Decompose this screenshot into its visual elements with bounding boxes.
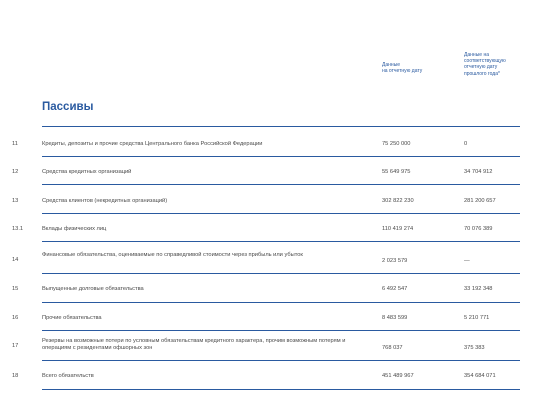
row-label: Выпущенные долговые обязательства: [42, 286, 144, 292]
row-label: Средства кредитных организаций: [42, 169, 132, 175]
row-value-current: 451 489 967: [382, 373, 414, 379]
row-value-prior: 375 383: [464, 345, 485, 351]
row-value-current: 2 023 579: [382, 258, 408, 264]
row-divider: [42, 273, 520, 274]
row-number: 13.1: [12, 226, 24, 232]
row-divider: [42, 302, 520, 303]
column-header-current-date: Данные на отчетную дату: [382, 62, 423, 75]
row-label: Всего обязательств: [42, 373, 94, 379]
row-value-current: 55 649 975: [382, 169, 411, 175]
section-divider: [42, 126, 520, 127]
row-number: 16: [12, 315, 19, 321]
row-value-prior: —: [464, 258, 470, 264]
row-number: 11: [12, 141, 18, 147]
row-value-current: 302 822 230: [382, 198, 414, 204]
row-value-current: 768 037: [382, 345, 403, 351]
row-number: 12: [12, 169, 19, 175]
row-value-current: 75 250 000: [382, 141, 411, 147]
row-value-current: 8 483 599: [382, 315, 408, 321]
row-label: Вклады физических лиц: [42, 226, 107, 232]
row-divider: [42, 213, 520, 214]
section-title: Пассивы: [42, 101, 94, 113]
row-number: 15: [12, 286, 19, 292]
row-value-prior: 281 200 657: [464, 198, 496, 204]
row-divider: [42, 184, 520, 185]
row-label: Кредиты, депозиты и прочие средства Центрального банка Российской Федерации: [42, 141, 263, 147]
row-number: 18: [12, 373, 19, 379]
row-value-prior: 5 210 771: [464, 315, 490, 321]
row-divider: [42, 156, 520, 157]
row-label: Прочие обязательства: [42, 315, 102, 321]
row-number: 14: [12, 257, 19, 263]
row-value-prior: 0: [464, 141, 468, 147]
row-label: Финансовые обязательства, оцениваемые по справедливой стоимости через прибыль или убыток: [42, 252, 303, 258]
row-value-prior: 33 192 348: [464, 286, 493, 292]
row-value-prior: 34 704 912: [464, 169, 493, 175]
row-number: 17: [12, 343, 19, 349]
row-value-current: 6 492 547: [382, 286, 408, 292]
row-divider: [42, 360, 520, 361]
row-label: Средства клиентов (некредитных организаций): [42, 198, 168, 204]
row-divider: [42, 330, 520, 331]
row-label: Резервы на возможные потери по условным обязательствам кредитного характера, прочим возможным потерям и операциям с резидентами офшорных зон: [42, 338, 346, 351]
row-divider: [42, 389, 520, 390]
column-header-prior-year: Данные на соответствующую отчетную дату прошлого года*: [464, 52, 506, 77]
row-value-current: 110 419 274: [382, 226, 414, 232]
row-divider: [42, 241, 520, 242]
row-value-prior: 70 076 389: [464, 226, 493, 232]
row-value-prior: 354 684 071: [464, 373, 496, 379]
row-number: 13: [12, 198, 19, 204]
